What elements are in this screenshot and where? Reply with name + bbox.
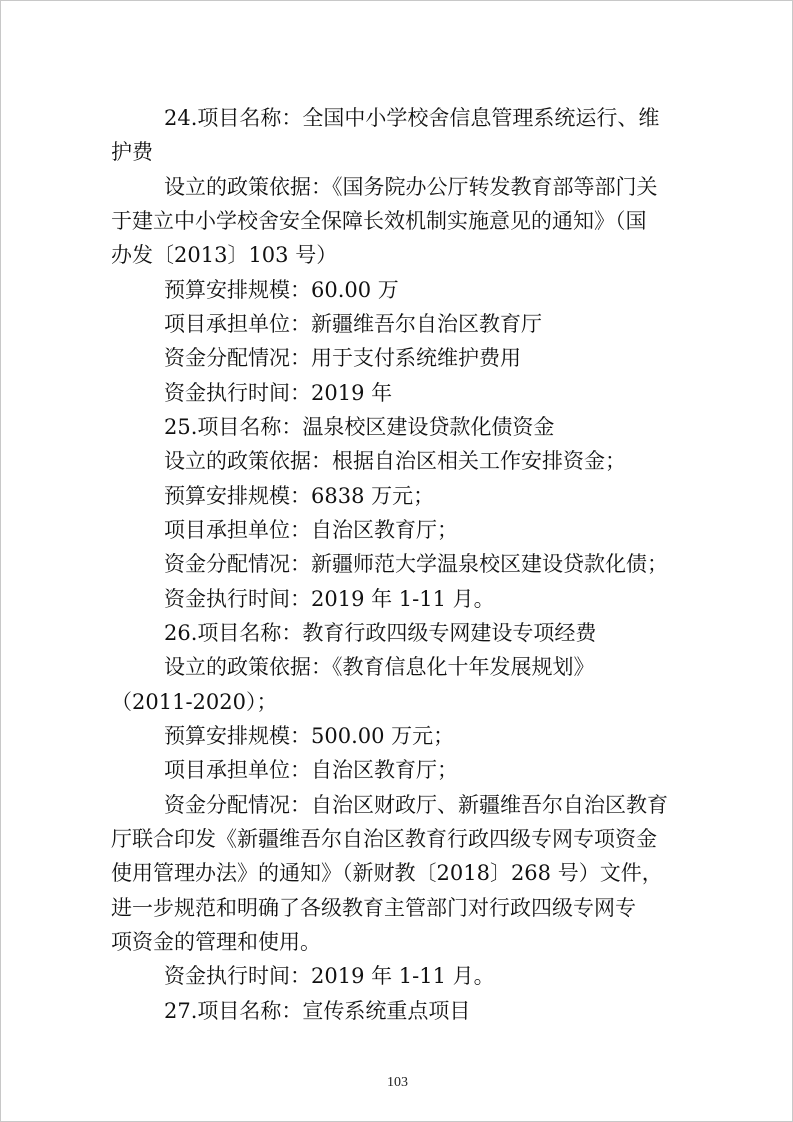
item-26-allocation-line-1: 资金分配情况：自治区财政厅、新疆维吾尔自治区教育 (164, 793, 668, 817)
item-26-budget: 预算安排规模：500.00 万元； (164, 724, 455, 748)
item-27-title: 27.项目名称：宣传系统重点项目 (164, 999, 471, 1023)
item-25-title: 25.项目名称：温泉校区建设贷款化债资金 (164, 415, 555, 439)
item-24-title-line-1: 24.项目名称：全国中小学校舍信息管理系统运行、维 (164, 106, 660, 130)
item-24-policy-line-1: 设立的政策依据：《国务院办公厅转发教育部等部门关 (164, 175, 658, 199)
item-24-unit: 项目承担单位：新疆维吾尔自治区教育厅 (164, 312, 542, 336)
item-26-allocation-line-4: 进一步规范和明确了各级教育主管部门对行政四级专网专 (111, 896, 636, 920)
item-26-unit: 项目承担单位：自治区教育厅； (164, 758, 458, 782)
page-number: 103 (387, 1075, 408, 1090)
item-24-title-line-2: 护费 (111, 140, 153, 164)
item-24-policy-line-2: 于建立中小学校舍安全保障长效机制实施意见的通知》（国 (111, 209, 647, 233)
item-24-policy-line-3: 办发〔2013〕103 号） (111, 243, 338, 267)
item-26-allocation-line-5: 项资金的管理和使用。 (111, 930, 321, 954)
item-26-execution-time: 资金执行时间：2019 年 1-11 月。 (164, 964, 495, 988)
item-25-allocation: 资金分配情况：新疆师范大学温泉校区建设贷款化债； (164, 552, 668, 576)
item-24-allocation: 资金分配情况：用于支付系统维护费用 (164, 346, 521, 370)
item-26-policy-line-1: 设立的政策依据：《教育信息化十年发展规划》 (164, 655, 595, 679)
item-25-budget: 预算安排规模：6838 万元； (164, 484, 435, 508)
item-26-allocation-line-2: 厅联合印发《新疆维吾尔自治区教育行政四级专网专项资金 (111, 827, 657, 851)
item-26-title: 26.项目名称：教育行政四级专网建设专项经费 (164, 621, 597, 645)
item-24-execution-time: 资金执行时间：2019 年 (164, 381, 393, 405)
item-25-execution-time: 资金执行时间：2019 年 1-11 月。 (164, 587, 495, 611)
item-26-policy-line-2: （2011-2020）； (111, 690, 278, 714)
item-26-allocation-line-3: 使用管理办法》的通知》（新财教〔2018〕268 号）文件， (111, 861, 663, 885)
item-25-unit: 项目承担单位：自治区教育厅； (164, 518, 458, 542)
item-24-budget: 预算安排规模：60.00 万 (164, 278, 399, 302)
item-25-policy: 设立的政策依据：根据自治区相关工作安排资金； (164, 449, 626, 473)
